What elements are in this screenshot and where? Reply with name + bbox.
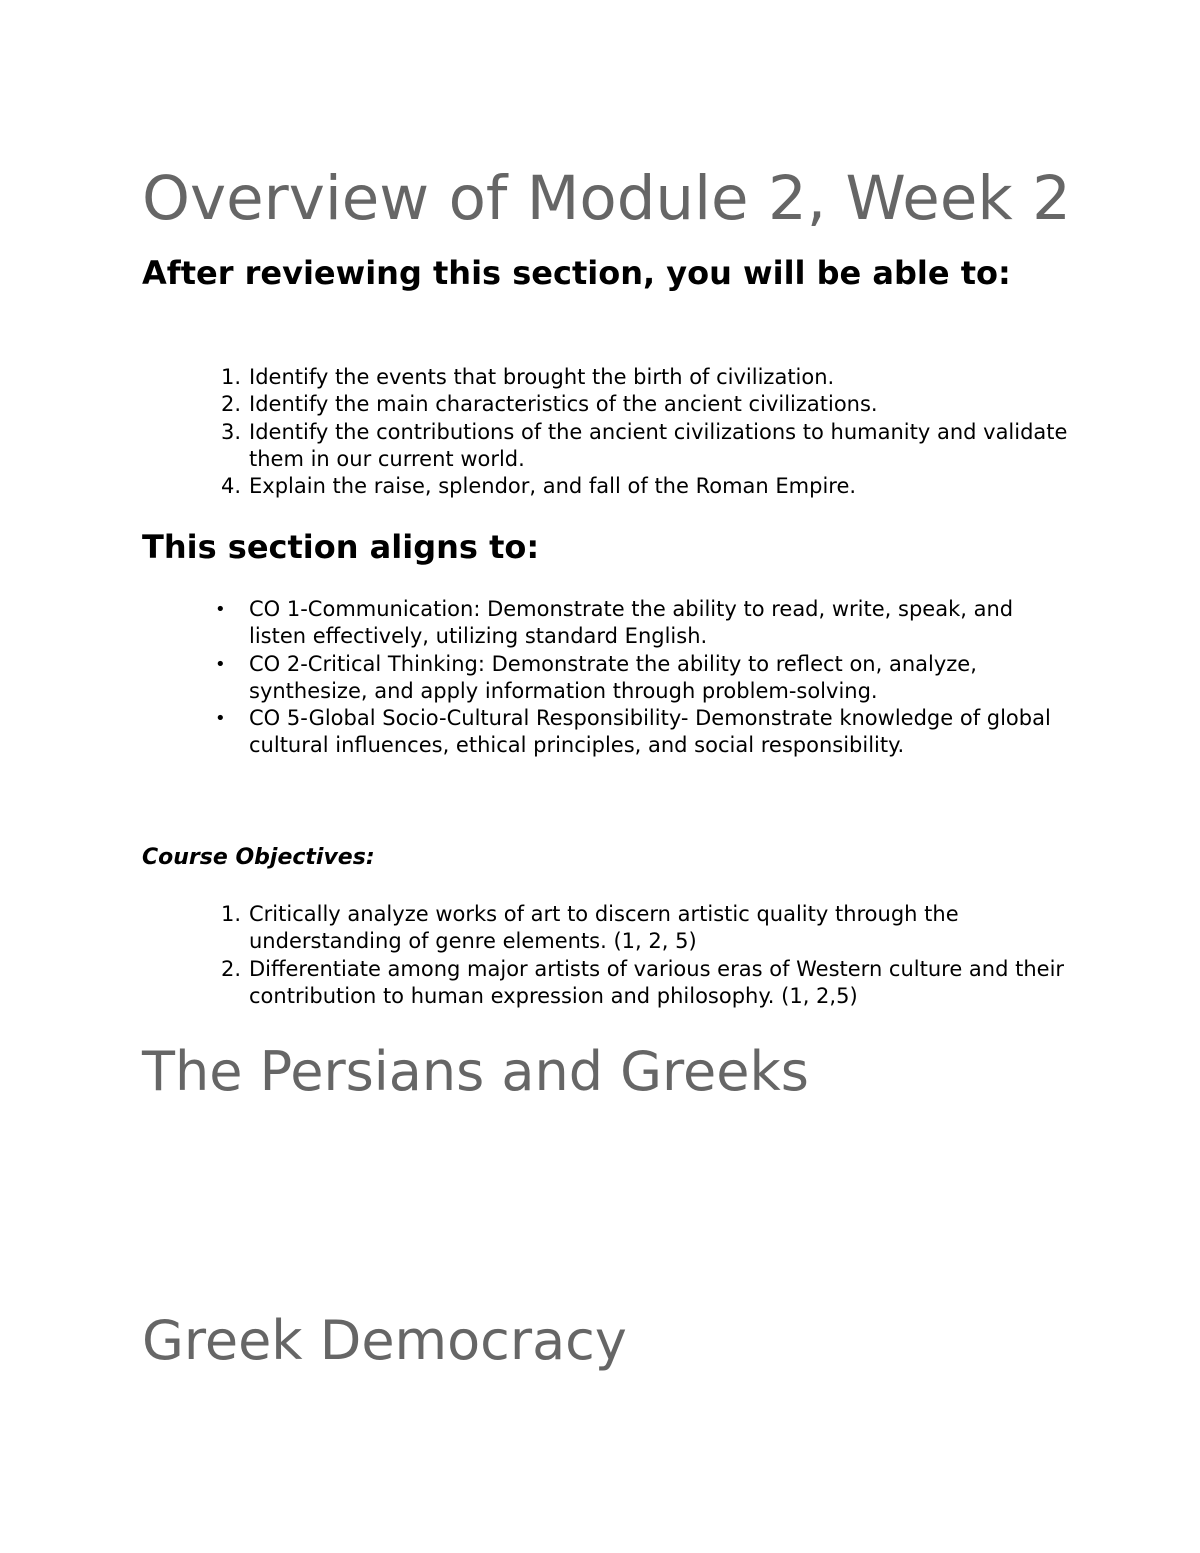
review-heading: After reviewing this section, you will be able to: — [142, 254, 1011, 292]
section-title-greek-democracy: Greek Democracy — [142, 1309, 627, 1372]
list-item-text: Explain the raise, splendor, and fall of the Roman Empire. — [249, 474, 857, 499]
list-item-text: CO 1-Communication: Demonstrate the ability to read, write, speak, and listen effectively, utilizing standard English. — [249, 597, 1014, 649]
list-item — [220, 419, 1069, 474]
list-item — [215, 596, 1069, 651]
aligns-heading: This section aligns to: — [142, 528, 540, 566]
list-item-text: Critically analyze works of art to discern artistic quality through the understanding of genre elements. (1, 2, 5) — [249, 902, 959, 954]
bullet-icon: • — [215, 653, 226, 675]
list-item-text: Identify the contributions of the ancient civilizations to humanity and validate them in our current world. — [249, 419, 1068, 471]
alignment-list — [215, 596, 1069, 760]
list-item — [220, 956, 1069, 1011]
list-item — [220, 364, 1069, 391]
course-objectives-list — [220, 901, 1069, 1010]
course-objectives-heading: Course Objectives: — [142, 845, 375, 870]
list-number: 3. — [220, 419, 241, 444]
list-item-text: CO 2-Critical Thinking: Demonstrate the ability to reflect on, analyze, synthesize, and apply information through problem-solving. — [249, 651, 977, 703]
list-item-text: Identify the events that brought the birth of civilization. — [249, 365, 835, 389]
list-number: 4. — [220, 474, 241, 499]
bullet-icon: • — [215, 708, 226, 730]
list-number: 2. — [220, 956, 241, 981]
list-item — [220, 391, 1069, 418]
list-number: 1. — [220, 902, 241, 926]
list-item — [220, 473, 1069, 500]
section-title-persians-greeks: The Persians and Greeks — [142, 1040, 809, 1103]
page-title: Overview of Module 2, Week 2 — [142, 163, 1071, 234]
list-item-text: CO 5-Global Socio-Cultural Responsibility- Demonstrate knowledge of global cultural influences, ethical principles, and social responsibility. — [249, 706, 1051, 758]
list-item-text: Differentiate among major artists of various eras of Western culture and their contribution to human expression and philosophy. (1, 2,5) — [249, 956, 1065, 1008]
list-number: 2. — [220, 392, 241, 417]
list-item — [215, 705, 1069, 760]
learning-objectives-list — [220, 364, 1069, 500]
list-item — [220, 901, 1069, 956]
list-item — [215, 651, 1069, 706]
bullet-icon: • — [215, 599, 226, 620]
list-item-text: Identify the main characteristics of the ancient civilizations. — [249, 392, 878, 417]
list-number: 1. — [220, 365, 241, 389]
